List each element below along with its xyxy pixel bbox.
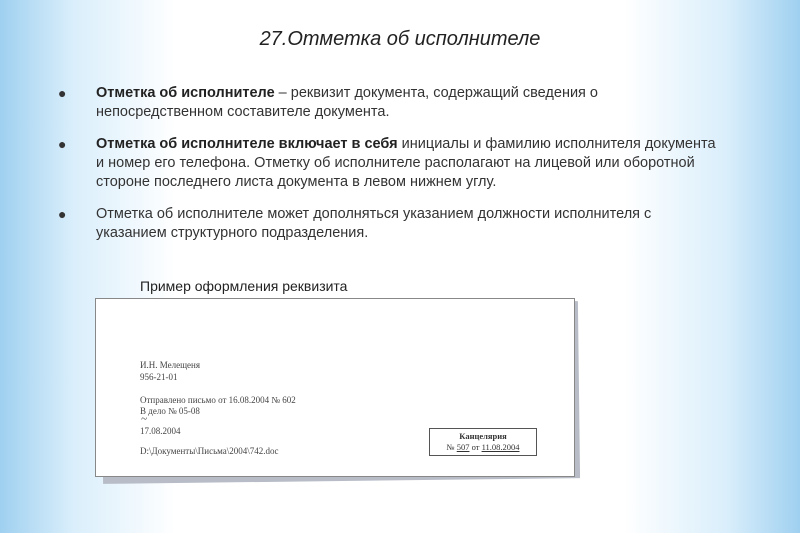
bullet-list xyxy=(58,84,718,256)
bullet-marker: ● xyxy=(58,136,67,152)
executor-phone: 956-21-01 xyxy=(140,372,178,382)
stamp-title: Канцелярия xyxy=(459,431,507,441)
stamp-date: 11.08.2004 xyxy=(481,442,520,452)
bullet-text: Отметка об исполнителе может дополняться указанием должности исполнителя с указанием структурного подразделения. xyxy=(96,206,652,241)
file-date: 17.08.2004 xyxy=(140,426,181,436)
bullet-item-definition xyxy=(58,84,718,122)
registration-stamp xyxy=(429,428,537,456)
slide-title: 27.Отметка об исполнителе xyxy=(259,28,541,50)
bullet-marker: ● xyxy=(58,85,67,101)
example-caption-line1: Пример оформления реквизита xyxy=(140,278,348,294)
stamp-number: 507 xyxy=(456,442,470,452)
stamp-no-label: № xyxy=(446,442,455,452)
stamp-line xyxy=(430,442,536,453)
stamp-date-label: от xyxy=(471,442,480,452)
bullet-bold-text: Отметка об исполнителе включает в себя xyxy=(96,136,398,152)
file-note: В дело № 05-08 xyxy=(140,406,200,416)
sent-note: Отправлено письмо от 16.08.2004 № 602 xyxy=(140,395,296,405)
bullet-item-extension xyxy=(58,205,718,243)
signature-mark: ~ xyxy=(141,413,147,425)
bullet-bold-text: Отметка об исполнителе xyxy=(96,85,275,101)
bullet-text: инициалы и фамилию исполнителя документа и номер его телефона. Отметку об исполнителе располагают на лицевой или оборотной стороне последнего листа документа в левом нижнем углу. xyxy=(96,136,716,190)
bullet-marker: ● xyxy=(58,206,67,222)
bullet-text: – реквизит документа, содержащий сведения о непосредственном составителе документа. xyxy=(96,85,598,120)
file-path: D:\Документы\Письма\2004\742.doc xyxy=(140,446,279,456)
bullet-item-contents xyxy=(58,135,718,192)
executor-name: И.Н. Мелещеня xyxy=(140,360,200,370)
